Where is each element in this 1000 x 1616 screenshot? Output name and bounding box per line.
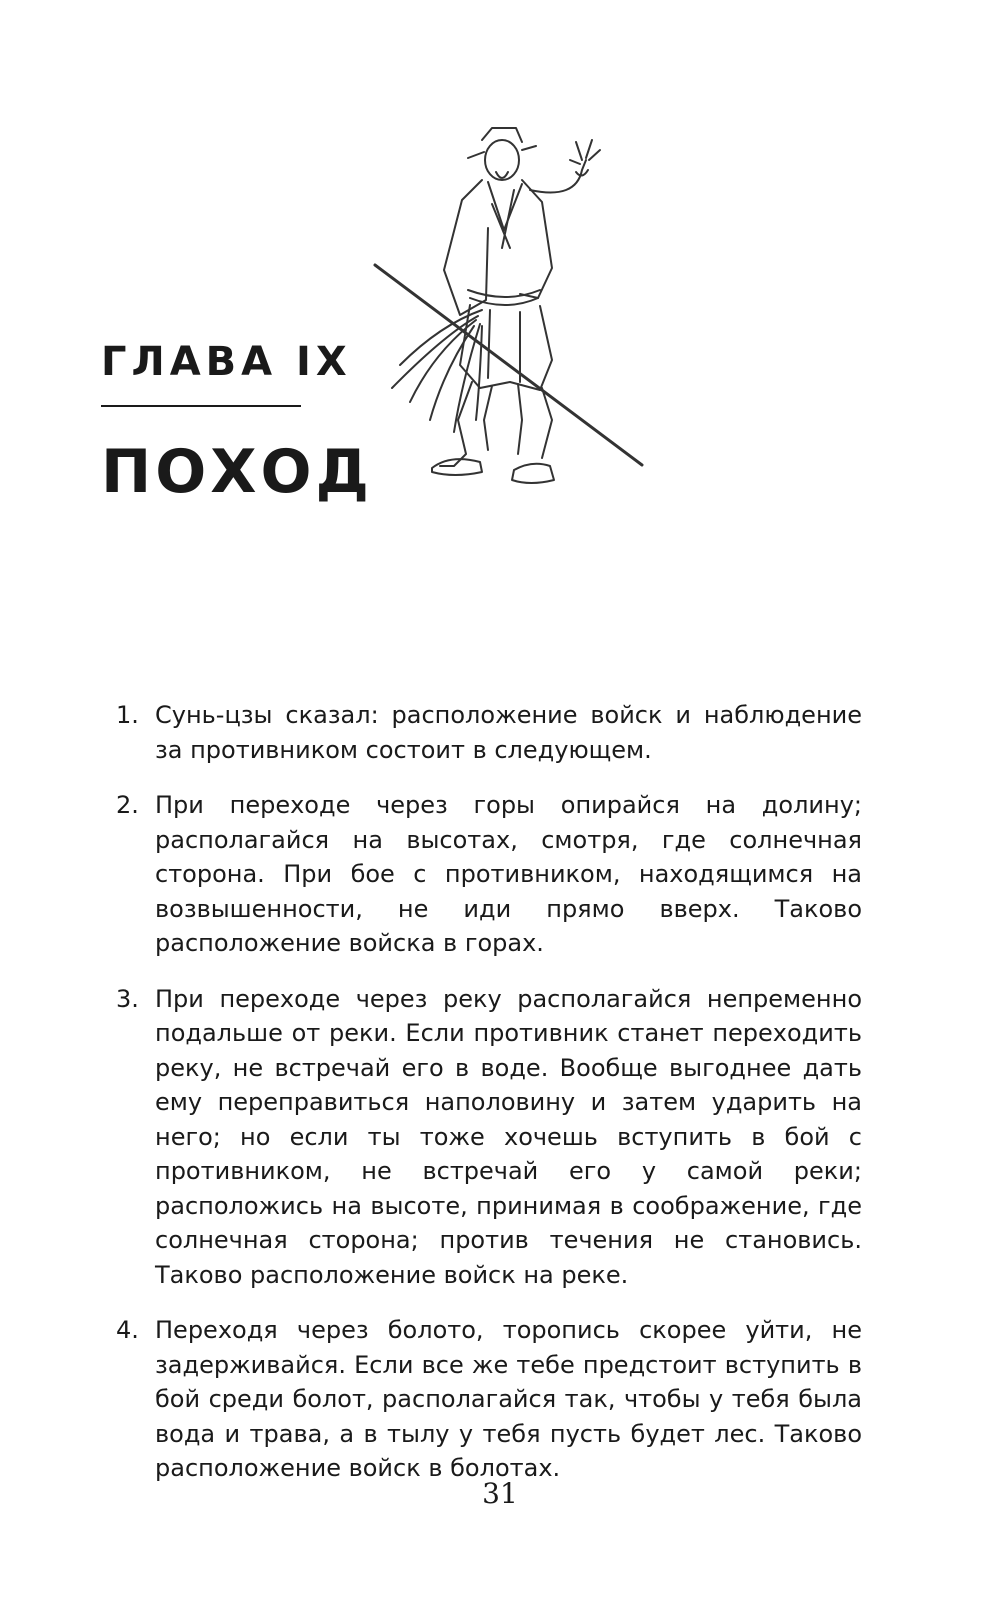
item-number: 4. [116,1316,139,1344]
item-text: Переходя через болото, торопись скорее уйти, не задерживайся. Если все же тебе предстоит вступить в бой среди болот, располагайся так, чтобы у тебя была вода и трава, а в тылу у тебя пусть будет лес. Таково расположение войск в болотах. [155,1316,862,1482]
item-text: При переходе через горы опирайся на долину; располагайся на высотах, смотря, где солнечная сторона. При бое с противником, находящимся на возвышенности, не иди прямо вверх. Таково расположение войска в горах. [155,791,862,957]
warrior-with-staff-illustration [370,120,670,510]
item-text: При переходе через реку располагайся непременно подальше от реки. Если противник станет переходить реку, не встречай его в воде. Вообще выгоднее дать ему переправиться наполовину и затем ударить на него; но если ты тоже хочешь вступить в бой с противником, не встречай его у самой реки; расположись на высоте, принимая в соображение, где солнечная сторона; против течения не становись. Таково расположение войск на реке. [155,984,862,1289]
chapter-label: ГЛАВА IX [101,339,352,385]
item-number: 1. [116,701,139,729]
list-item [110,982,862,1293]
item-number: 2. [116,791,139,819]
page-number: 31 [482,1477,518,1510]
item-text: Сунь-цзы сказал: расположение войск и наблюдение за противником состоит в следующем. [155,701,862,764]
chapter-title: ПОХОД [101,437,373,507]
item-number: 3. [116,984,139,1013]
list-item [110,788,862,961]
list-item [110,698,862,767]
body-text [110,698,862,1507]
list-item [110,1313,862,1486]
chapter-divider [101,405,301,407]
